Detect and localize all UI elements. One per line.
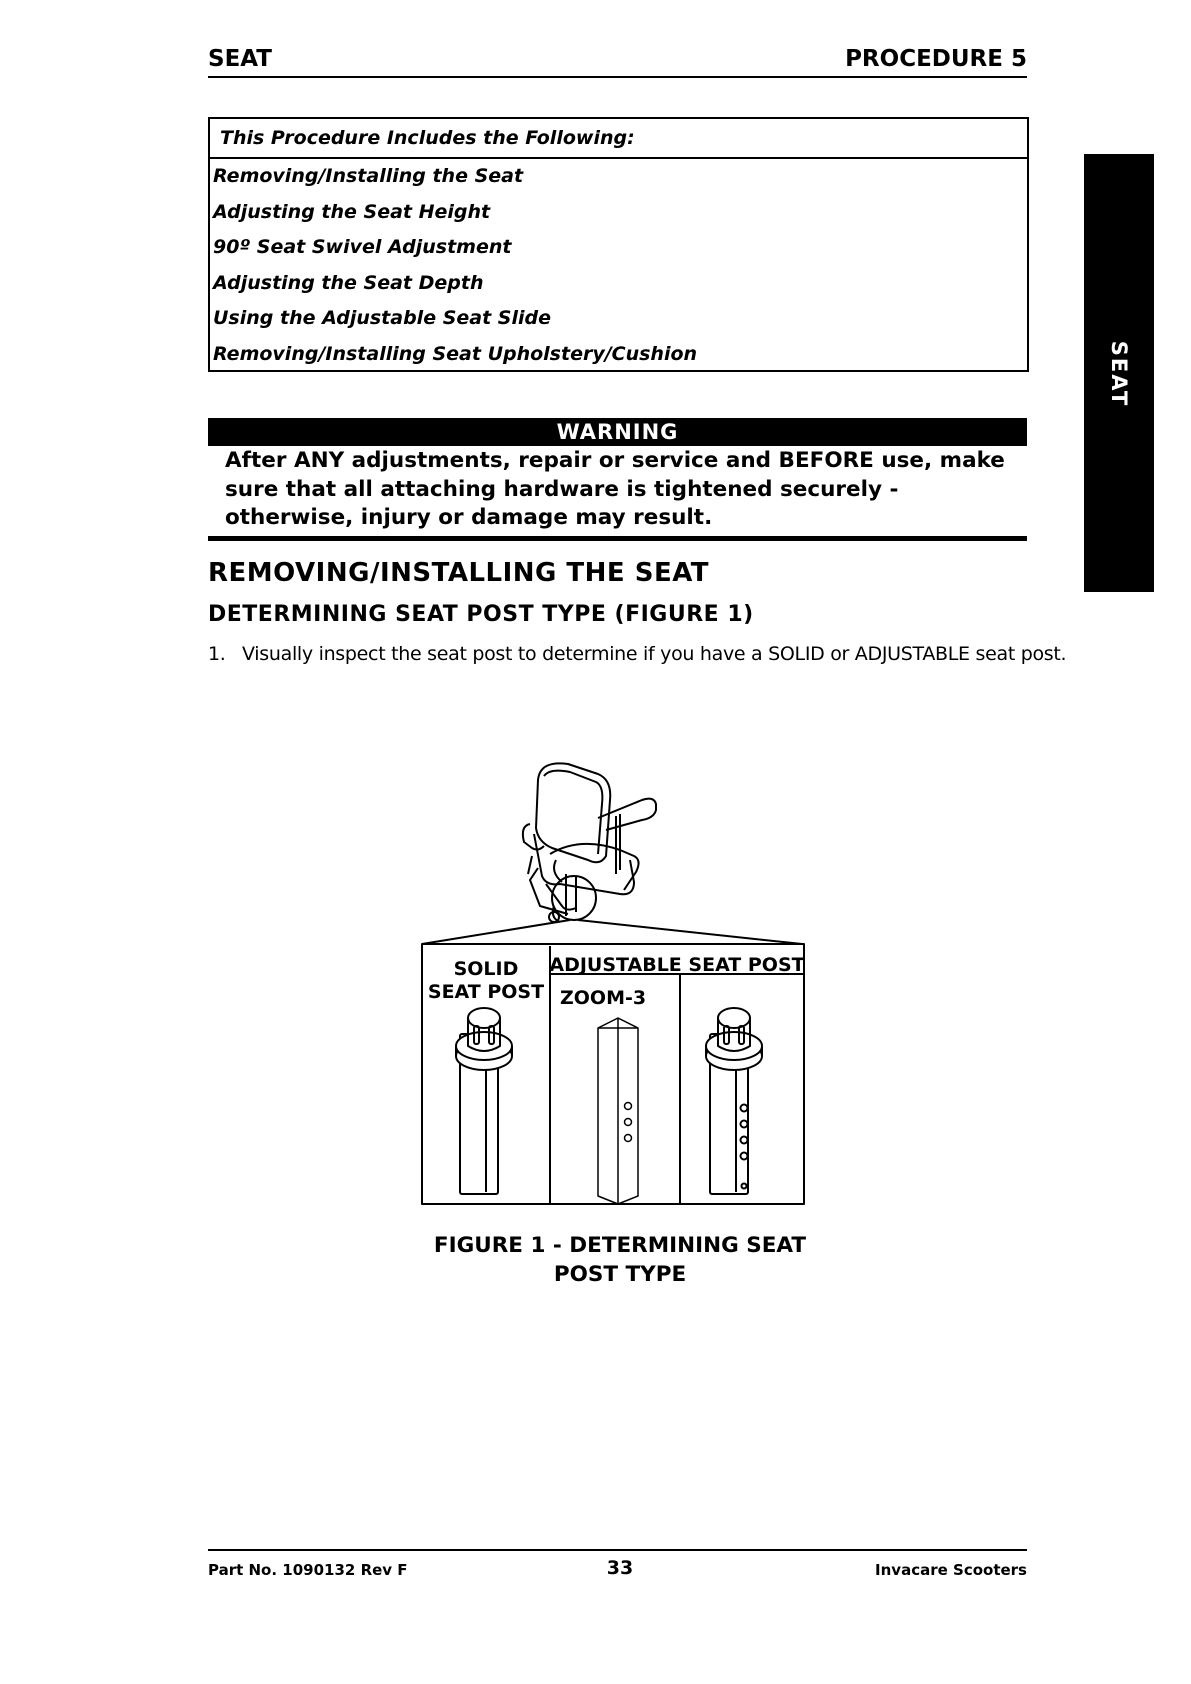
figure-caption-line2: POST TYPE [553,1261,687,1287]
contents-item: Adjusting the Seat Depth [213,271,484,294]
page-number: 33 [606,1557,634,1579]
figure-caption-line1: FIGURE 1 - DETERMINING SEAT [433,1233,807,1258]
figure-caption [420,1232,820,1289]
step-text: Visually inspect the seat post to determine if you have a SOLID or ADJUSTABLE seat post. [242,643,1067,665]
contents-item: 90º Seat Swivel Adjustment [213,236,512,258]
step-number: 1. [208,643,226,665]
adjustable-post-zoom-illustration [598,1018,638,1204]
warning-rule [208,536,1027,541]
side-tab-label: SEAT [1107,340,1131,408]
contents-item: Adjusting the Seat Height [213,200,491,223]
warning-text: After ANY adjustments, repair or service and BEFORE use, make sure that all attaching hardware is tightened securely - otherwise, injury or damage may result. [225,448,1005,530]
scooter-seat-illustration [523,763,656,922]
zoom-line-left [422,920,570,944]
contents-item: Using the Adjustable Seat Slide [213,307,551,329]
header-section: SEAT [208,46,272,72]
label-solid-line2: SEAT POST [427,981,545,1003]
zoom-line-right [578,920,802,944]
contents-item: Removing/Installing Seat Upholstery/Cushion [213,342,698,365]
footer-rule [208,1549,1027,1551]
step-1 [208,643,1066,665]
header-rule [208,76,1027,78]
contents-heading: This Procedure Includes the Following: [210,119,1027,159]
contents-item: Removing/Installing the Seat [213,165,524,187]
procedure-contents-box [208,117,1029,372]
footer-brand: Invacare Scooters [875,1561,1027,1579]
label-zoom: ZOOM-3 [560,987,647,1009]
seat-post-figure [420,756,820,1226]
section-title: REMOVING/INSTALLING THE SEAT [208,558,710,588]
side-tab [1084,154,1154,592]
section-subtitle: DETERMINING SEAT POST TYPE (FIGURE 1) [208,602,754,627]
warning-title: WARNING [208,418,1027,446]
footer-part-number: Part No. 1090132 Rev F [208,1561,408,1579]
label-solid-line1: SOLID [453,958,519,980]
header-procedure: PROCEDURE 5 [845,46,1027,72]
label-adjustable: ADJUSTABLE SEAT POST [549,954,805,976]
